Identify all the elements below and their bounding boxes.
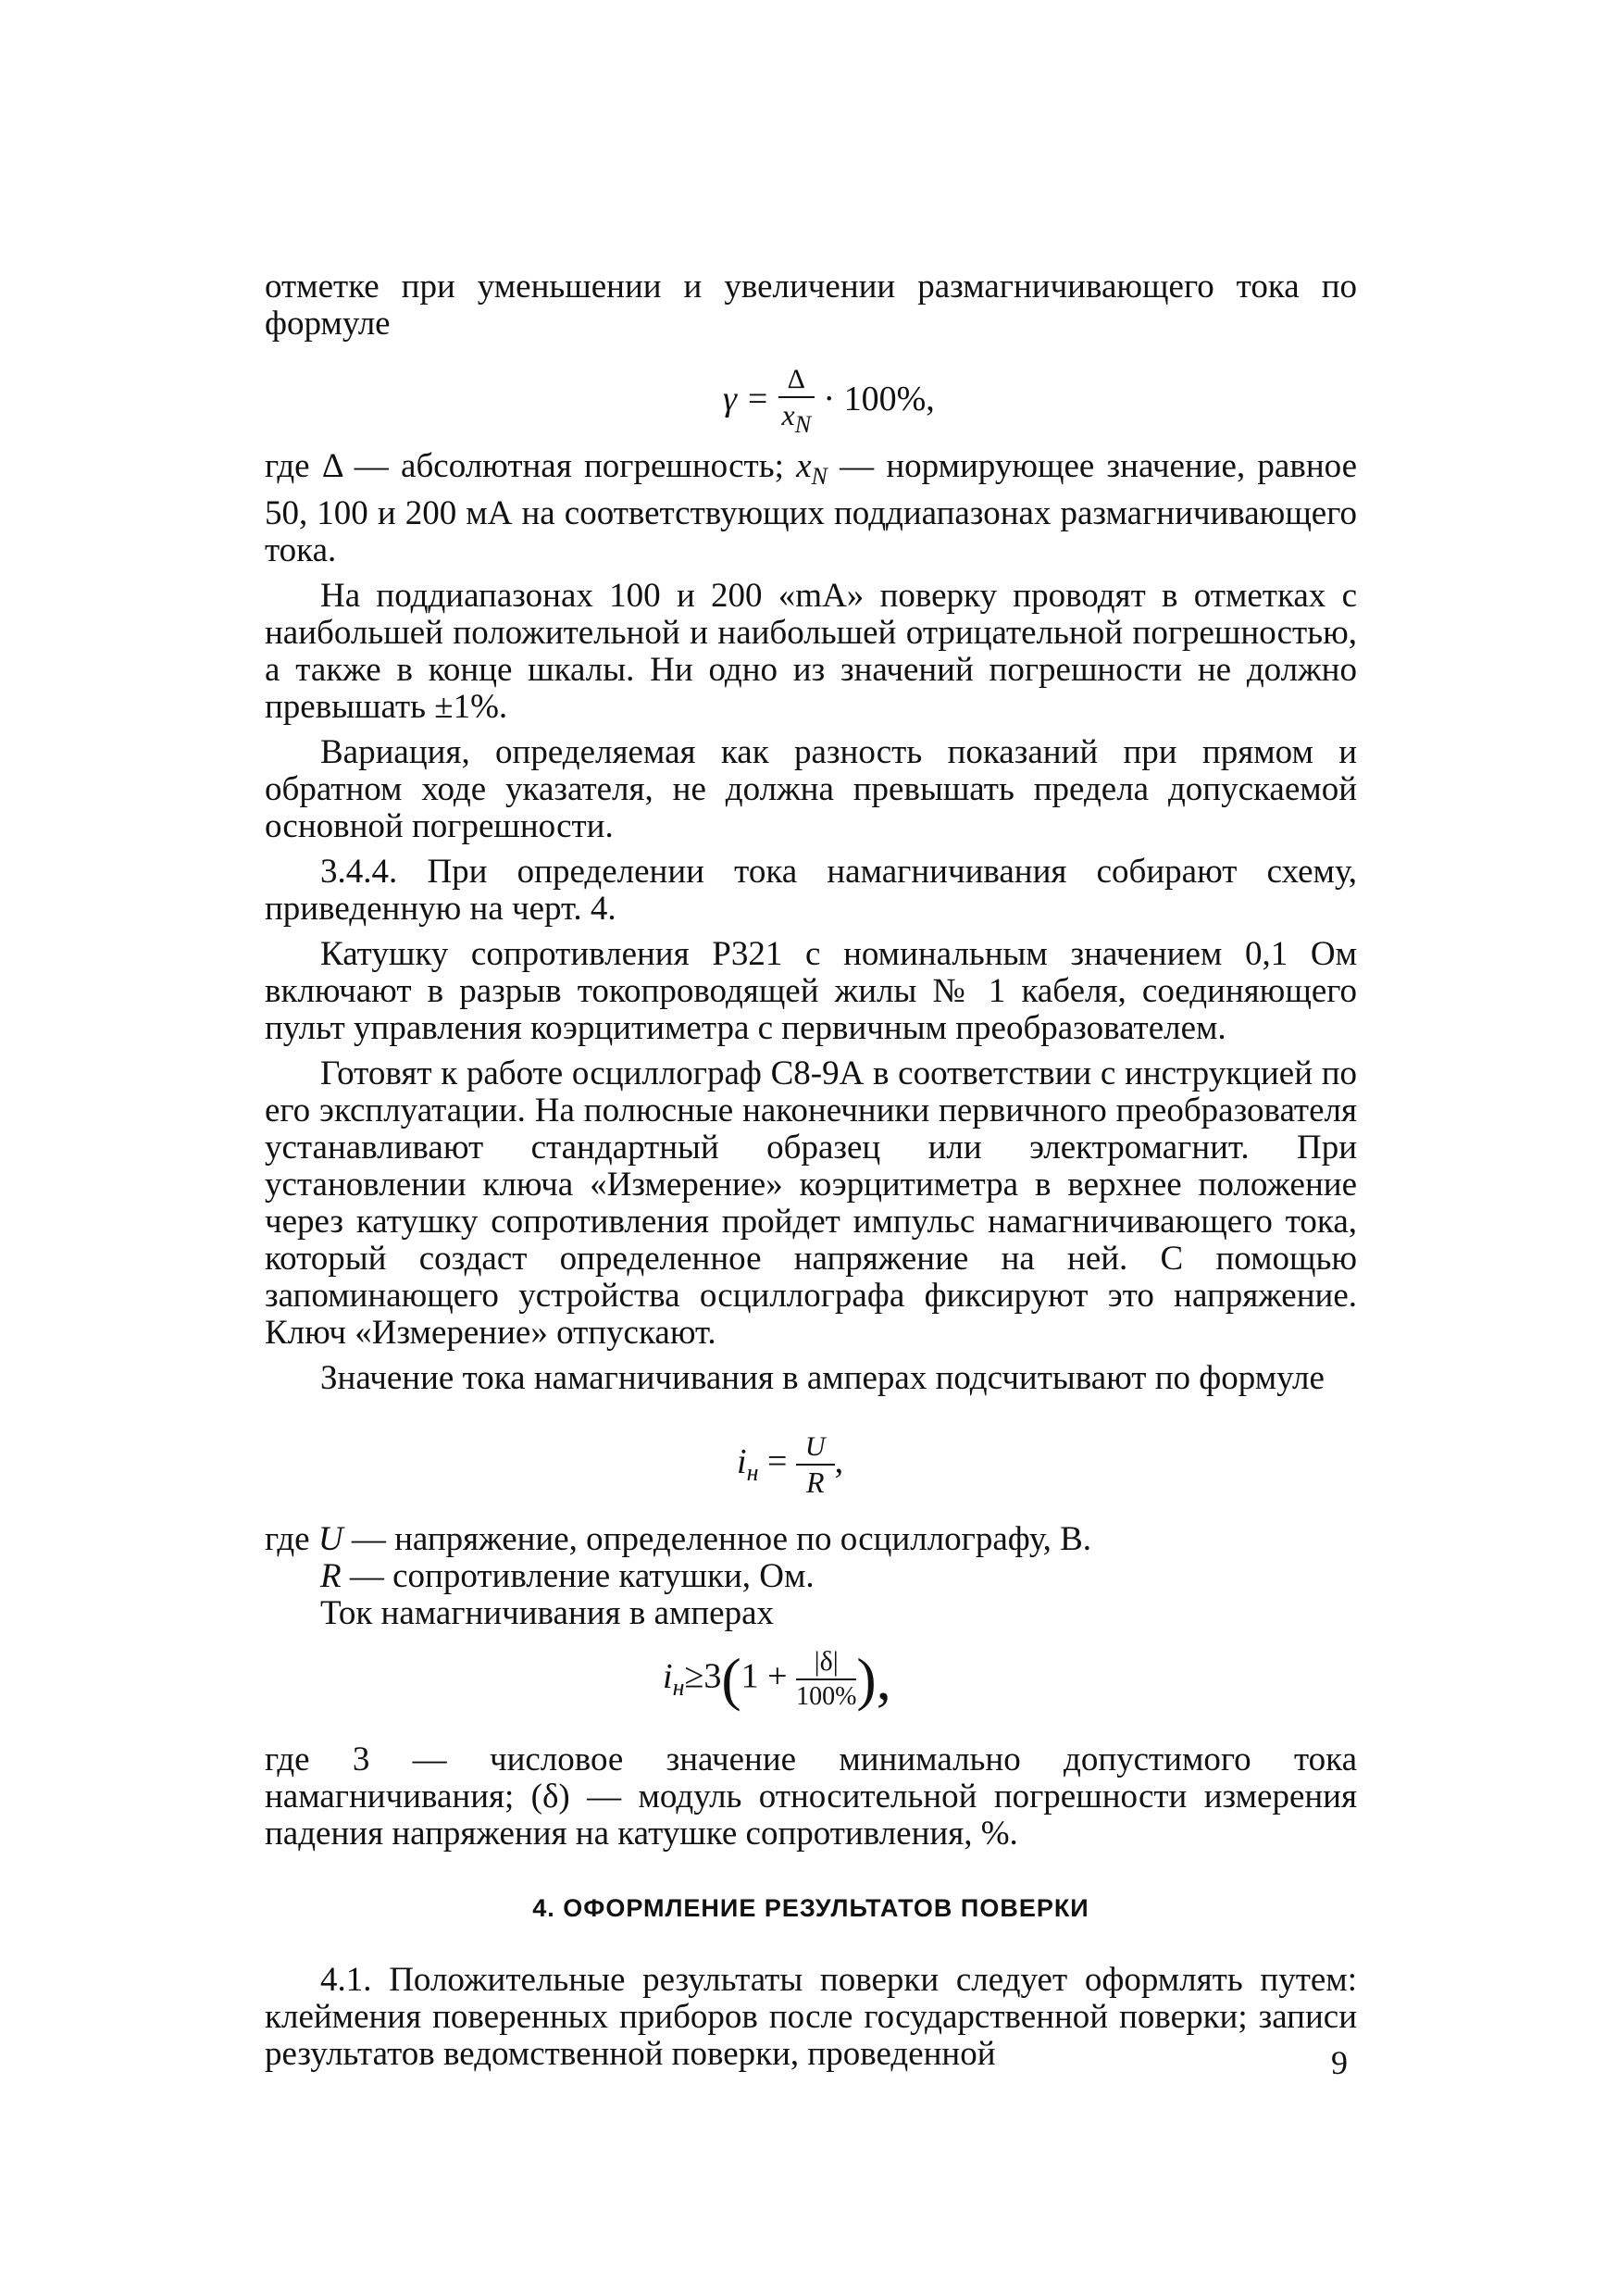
page-number: 9: [1331, 2044, 1348, 2081]
paragraph-where-3: где 3 — числовое значение минимально допустимого тока намагничивания; (δ) — модуль относительной погрешности измерения падения напряжения на катушке сопротивления, %.: [265, 1741, 1357, 1853]
section-heading: 4. ОФОРМЛЕНИЕ РЕЗУЛЬТАТОВ ПОВЕРКИ: [532, 1894, 1089, 1922]
formula-denominator: R: [805, 1466, 825, 1499]
paragraph-variation: Вариация, определяемая как разность показаний при прямом и обратном ходе указателя, не должна превышать предела допускаемой основной погрешности.: [265, 733, 1357, 845]
paragraph-coil: Катушку сопротивления Р321 с номинальным значением 0,1 Ом включают в разрыв токопроводящей жилы № 1 кабеля, соединяющего пульт управления коэрцитиметра с первичным преобразователем.: [265, 935, 1357, 1047]
formula-lhs: γ =: [723, 380, 770, 419]
formula-lhs: $i_н$: [737, 1441, 759, 1486]
paragraph-3-4-4: 3.4.4. При определении тока намагничивания собирают схему, приведенную на черт. 4.: [265, 853, 1357, 928]
paragraph-4-1: 4.1. Положительные результаты поверки следует оформлять путем: клеймения поверенных приборов после государственной поверки; записи результатов ведомственной поверки, проведенной: [265, 1961, 1357, 2073]
paragraph-subranges: На поддиапазонах 100 и 200 «mA» поверку проводят в отметках с наибольшей положительной и наибольшей отрицательной погрешностью, а также в конце шкалы. Ни одно из значений погрешности не должно превышать ±1%.: [265, 577, 1357, 726]
formula-fraction: [796, 1645, 856, 1714]
formula-denominator: 100%: [796, 1682, 857, 1711]
paragraph-definitions: где Δ — абсолютная погрешность; $x_N$ — нормирующее значение, равное 50, 100 и 200 мА на соответствующих поддиапазонах размагничивающего тока.: [265, 447, 1357, 569]
formula-rhs: · 100%,: [823, 380, 935, 419]
paragraph-current-value: Значение тока намагничивания в амперах подсчитывают по формуле: [320, 1359, 1325, 1397]
formula-min-current: $i_н\ge 3(1$ + $\frac{|\delta|}{100\%}$ ),: [663, 1646, 891, 1712]
formula-current: $i_н$ = $\frac{U}{R}$ ,: [737, 1431, 844, 1499]
paragraph-where-u: где U — напряжение, определенное по осциллографу, В.: [265, 1520, 1092, 1558]
formula-lhs: $i_н$: [663, 1656, 685, 1701]
formula-numerator: |δ|: [796, 1645, 856, 1680]
formula-reduced-error: [265, 350, 1357, 448]
formula-fraction: [796, 1430, 835, 1499]
formula-numerator: U: [796, 1430, 835, 1466]
body-text: [265, 268, 1357, 2073]
formula-denominator: $x_N$: [781, 398, 812, 438]
formula-fraction: [778, 363, 815, 442]
paragraph-current-amperes: Ток намагничивания в амперах: [320, 1594, 775, 1632]
paragraph-formula-intro: отметке при уменьшении и увеличении размагничивающего тока по формуле: [265, 268, 1357, 343]
paragraph-oscilloscope: Готовят к работе осциллограф С8-9А в соответствии с инструкцией по его эксплуатации. На полюсные наконечники первичного преобразователя устанавливают стандартный образец или электромагнит. При установлении ключа «Измерение» коэрцитиметра в верхнее положение через катушку сопротивления пройдет импульс намагничивающего тока, который создаст определенное напряжение на ней. С помощью запоминающего устройства осциллографа фиксируют это напряжение. Ключ «Измерение» отпускают.: [265, 1054, 1357, 1352]
formula-numerator: Δ: [778, 363, 815, 398]
paragraph-where-r: R — сопротивление катушки, Ом.: [320, 1557, 815, 1595]
